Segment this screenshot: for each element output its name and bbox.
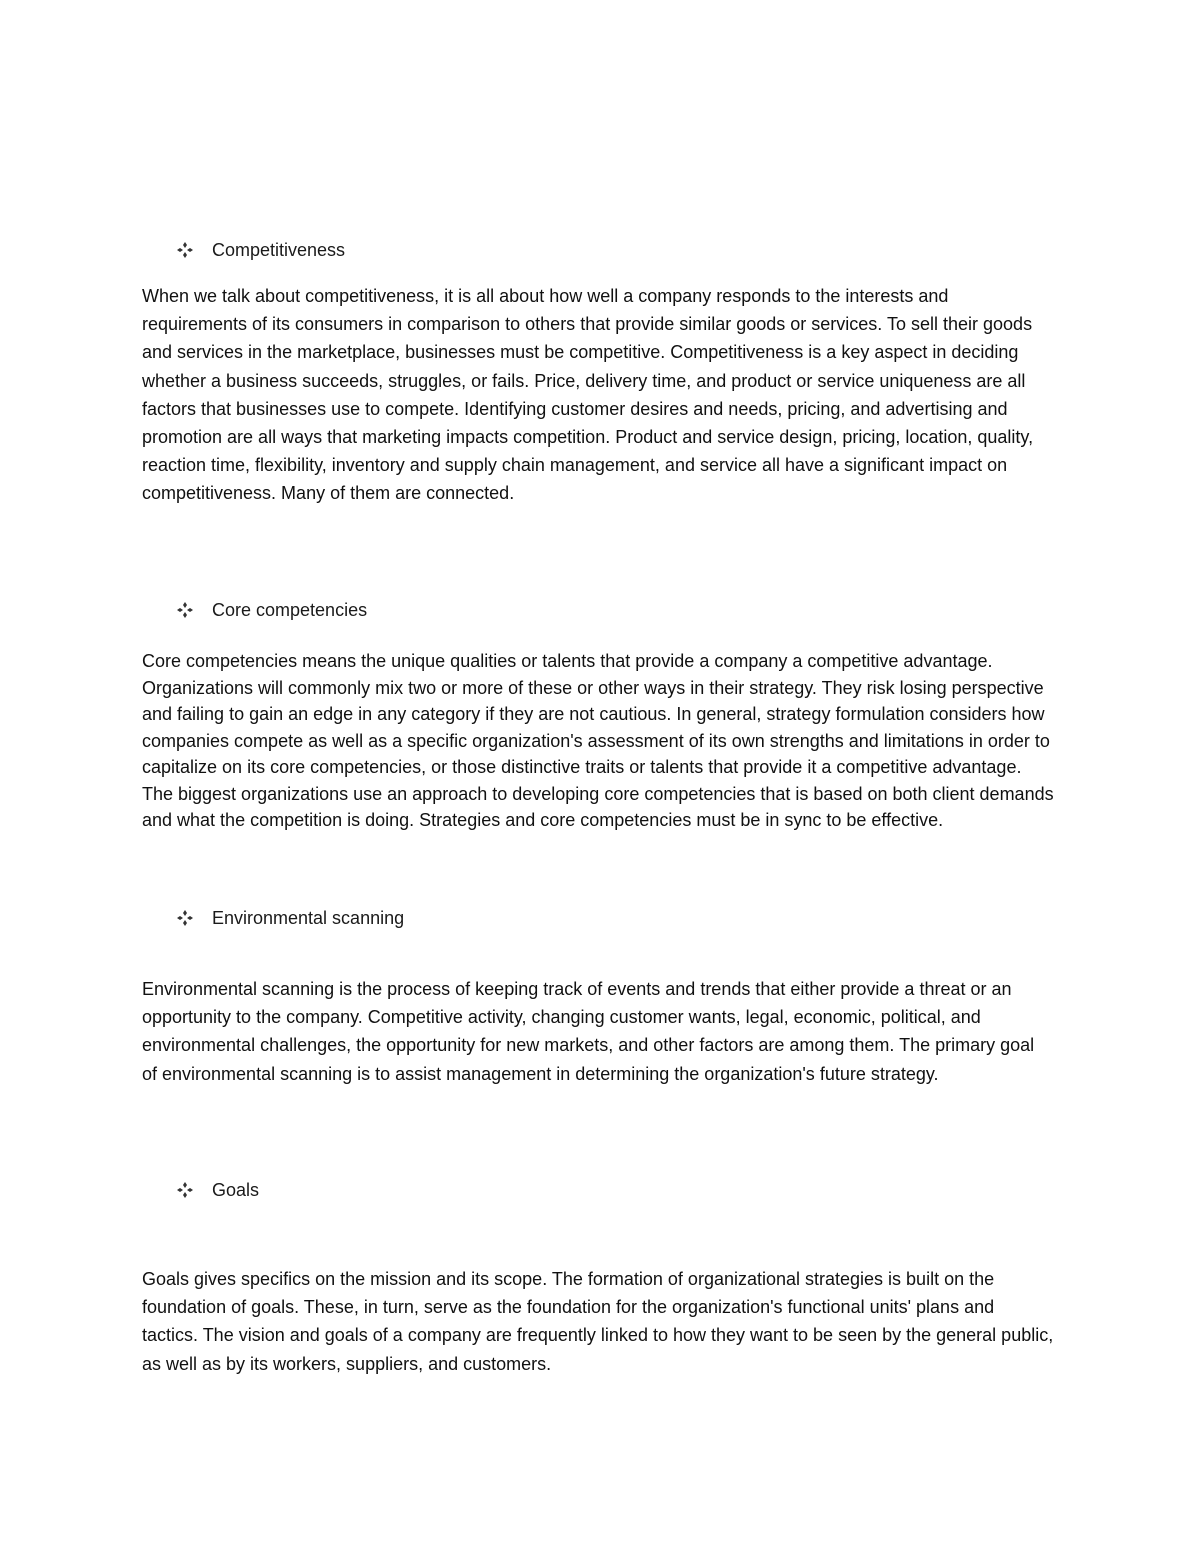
section-heading-text: Environmental scanning <box>212 908 405 928</box>
four-diamond-star-icon <box>176 909 194 927</box>
section-paragraph-core-competencies: Core competencies means the unique qualities or talents that provide a company a competitive advantage. Organizations will commonly mix two or more of these or other ways in their strategy. They risk losing perspective and failing to gain an edge in any category if they are not cautious. In general, strategy formulation considers how companies compete as well as a specific organization's assessment of its own strengths and limitations in order to capitalize on its core competencies, or those distinctive traits or talents that provide it a competitive advantage. The biggest organizations use an approach to developing core competencies that is based on both client demands and what the competition is doing. Strategies and core competencies must be in sync to be effective. <box>142 651 1054 830</box>
section-heading-core-competencies <box>176 598 367 622</box>
section-heading-environmental-scanning <box>176 906 404 930</box>
section-heading-goals <box>176 1178 259 1202</box>
section-paragraph-environmental-scanning: Environmental scanning is the process of keeping track of events and trends that either provide a threat or an opportunity to the company. Competitive activity, changing customer wants, legal, economic, political, and environmental challenges, the opportunity for new markets, and other factors are among them. The primary goal of environmental scanning is to assist management in determining the organization's future strategy. <box>142 979 1035 1084</box>
section-paragraph-goals: Goals gives specifics on the mission and its scope. The formation of organizational strategies is built on the foundation of goals. These, in turn, serve as the foundation for the organization's functional units' plans and tactics. The vision and goals of a company are frequently linked to how they want to be seen by the general public, as well as by its workers, suppliers, and customers. <box>142 1269 1054 1374</box>
section-heading-competitiveness <box>176 238 345 262</box>
four-diamond-star-icon <box>176 1181 194 1199</box>
section-heading-text: Competitiveness <box>212 240 346 260</box>
section-paragraph-competitiveness: When we talk about competitiveness, it is all about how well a company responds to the interests and requirements of its consumers in comparison to others that provide similar goods or services. To sell their goods and services in the marketplace, businesses must be competitive. Competitiveness is a key aspect in deciding whether a business succeeds, struggles, or fails. Price, delivery time, and product or service uniqueness are all factors that businesses use to compete. Identifying customer desires and needs, pricing, and advertising and promotion are all ways that marketing impacts competition. Product and service design, pricing, location, quality, reaction time, flexibility, inventory and supply chain management, and service all have a significant impact on competitiveness. Many of them are connected. <box>142 286 1034 504</box>
four-diamond-star-icon <box>176 601 194 619</box>
section-heading-text: Core competencies <box>212 600 368 620</box>
section-heading-text: Goals <box>212 1180 260 1200</box>
four-diamond-star-icon <box>176 241 194 259</box>
